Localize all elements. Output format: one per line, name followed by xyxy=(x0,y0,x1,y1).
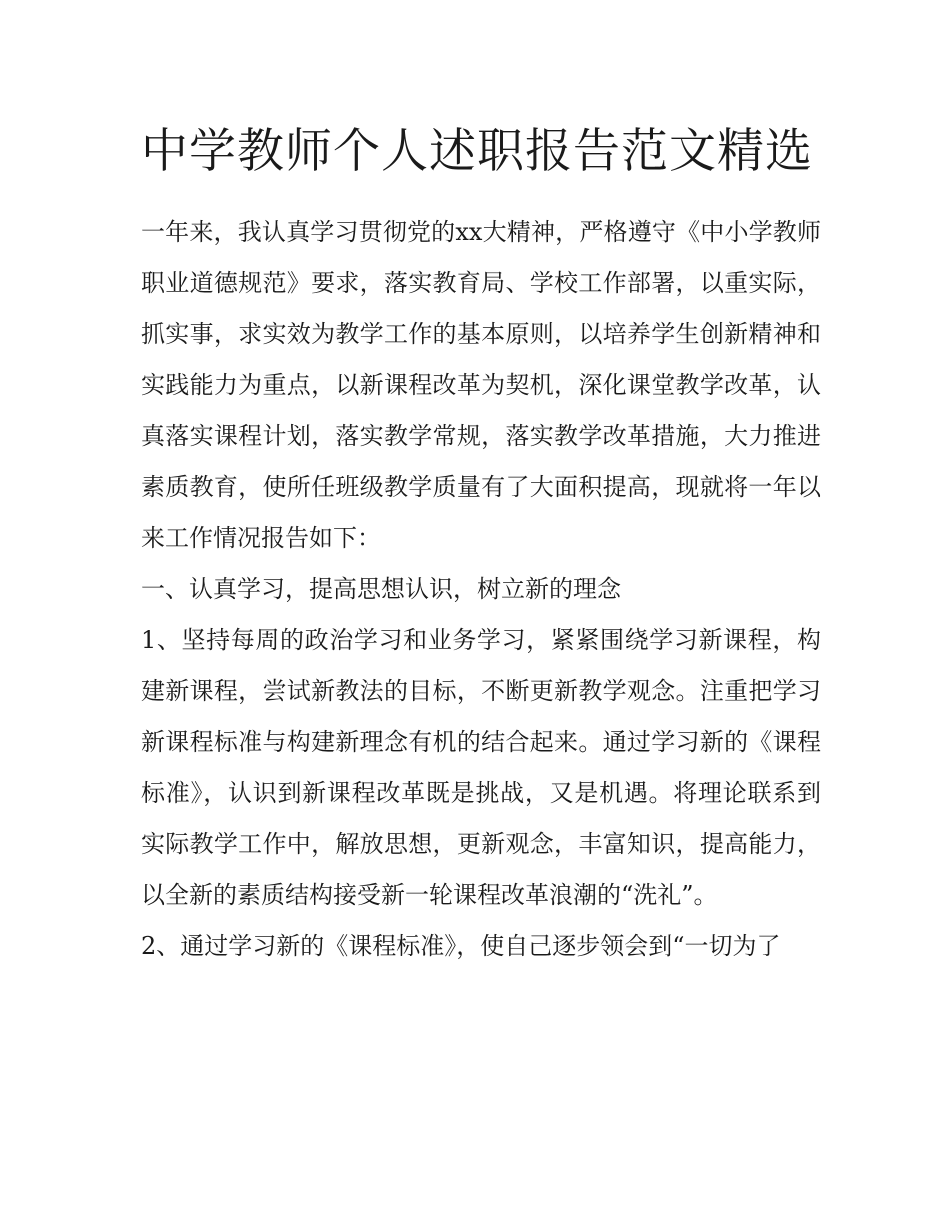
document-title: 中学教师个人述职报告范文精选 xyxy=(141,124,813,179)
intro-paragraph: 一年来，我认真学习贯彻党的xx大精神，严格遵守《中小学教师职业道德规范》要求，落实教育局、学校工作部署，以重实际，抓实事，求实效为教学工作的基本原则，以培养学生创新精神和实践能力为重点，以新课程改革为契机，深化课堂教学改革，认真落实课程计划，落实教学常规，落实教学改革措施，大力推进素质教育，使所任班级教学质量有了大面积提高，现就将一年以来工作情况报告如下： xyxy=(141,218,821,552)
section-heading-1: 一、认真学习，提高思想认识，树立新的理念 xyxy=(141,575,621,603)
item-paragraph-1: 1、坚持每周的政治学习和业务学习，紧紧围绕学习新课程，构建新课程，尝试新教法的目标，不断更新教学观念。注重把学习新课程标准与构建新理念有机的结合起来。通过学习新的《课程标准》，认识到新课程改革既是挑战，又是机遇。将理论联系到实际教学工作中，解放思想，更新观念，丰富知识，提高能力，以全新的素质结构接受新一轮课程改革浪潮的“洗礼”。 xyxy=(141,626,821,909)
document-page xyxy=(141,115,821,972)
item-paragraph-2: 2、通过学习新的《课程标准》，使自己逐步领会到“一切为了 xyxy=(141,932,781,960)
